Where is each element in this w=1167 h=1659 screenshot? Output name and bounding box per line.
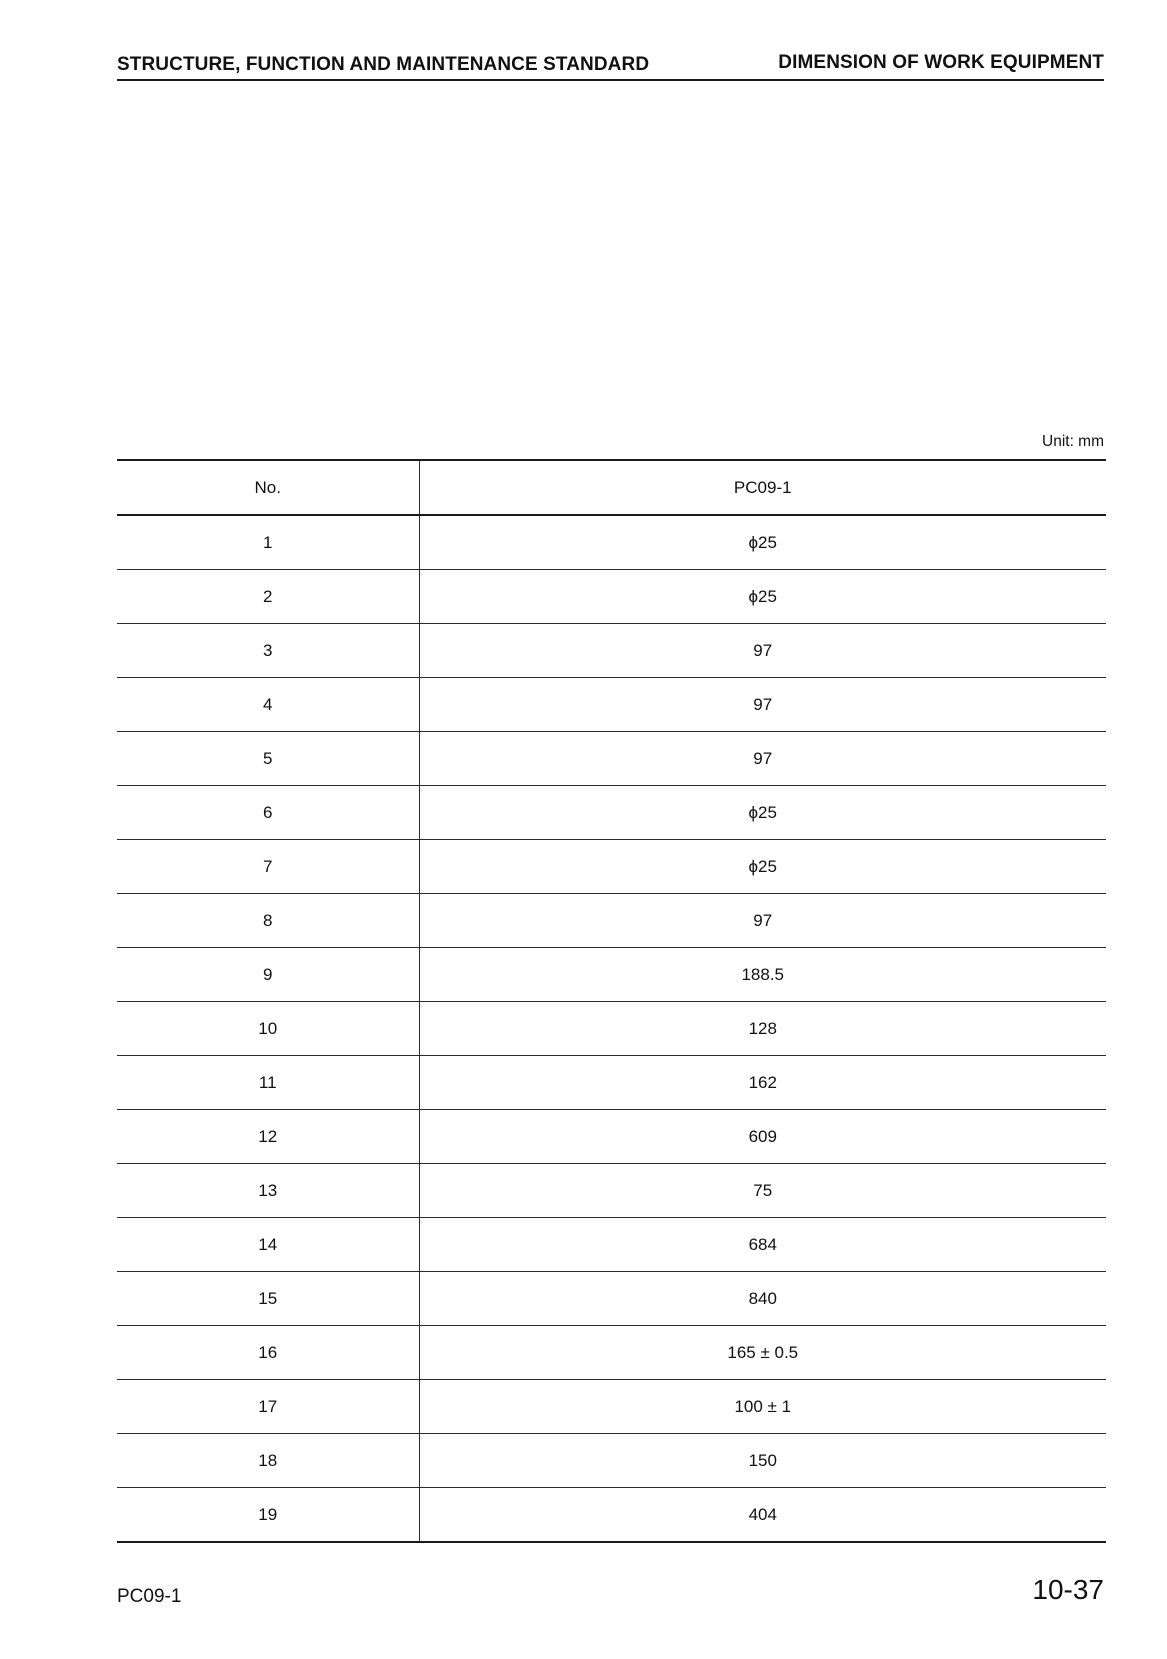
table-row	[117, 948, 1106, 1002]
table-row	[117, 1110, 1106, 1164]
column-header-no: No.	[117, 460, 419, 515]
table-row	[117, 894, 1106, 948]
row-no: 7	[117, 840, 419, 894]
table-row	[117, 678, 1106, 732]
table-row	[117, 1326, 1106, 1380]
row-no: 19	[117, 1488, 419, 1543]
row-no: 10	[117, 1002, 419, 1056]
row-no: 12	[117, 1110, 419, 1164]
row-no: 17	[117, 1380, 419, 1434]
row-no: 11	[117, 1056, 419, 1110]
table-row	[117, 1164, 1106, 1218]
chapter-title: DIMENSION OF WORK EQUIPMENT	[778, 52, 1104, 73]
row-value: 150	[419, 1434, 1106, 1488]
row-no: 3	[117, 624, 419, 678]
row-no: 4	[117, 678, 419, 732]
unit-label: Unit: mm	[1042, 433, 1104, 450]
row-no: 14	[117, 1218, 419, 1272]
column-header-model: PC09-1	[419, 460, 1106, 515]
section-title: STRUCTURE, FUNCTION AND MAINTENANCE STANDARD	[117, 54, 650, 75]
row-no: 18	[117, 1434, 419, 1488]
table-row	[117, 732, 1106, 786]
table-row	[117, 1488, 1106, 1543]
dimension-table	[117, 459, 1106, 1543]
row-value: 97	[419, 732, 1106, 786]
row-no: 5	[117, 732, 419, 786]
row-no: 15	[117, 1272, 419, 1326]
row-value: 609	[419, 1110, 1106, 1164]
row-value: 97	[419, 894, 1106, 948]
row-value: ϕ25	[419, 840, 1106, 894]
table-row	[117, 1272, 1106, 1326]
row-value: 97	[419, 678, 1106, 732]
table-row	[117, 1434, 1106, 1488]
row-no: 6	[117, 786, 419, 840]
table-row	[117, 570, 1106, 624]
row-value: 404	[748, 1504, 777, 1524]
row-value: 840	[419, 1272, 1106, 1326]
row-no: 8	[117, 894, 419, 948]
row-no: 16	[117, 1326, 419, 1380]
table-row	[117, 624, 1106, 678]
row-value: 162	[419, 1056, 1106, 1110]
page-number: 10-37	[1032, 1574, 1104, 1605]
page-header	[117, 52, 1104, 81]
row-value: 128	[419, 1002, 1106, 1056]
row-value: 75	[419, 1164, 1106, 1218]
row-value: ϕ25	[419, 515, 1106, 570]
table-row	[117, 840, 1106, 894]
table-row	[117, 1002, 1106, 1056]
table-row	[117, 786, 1106, 840]
row-value: 97	[419, 624, 1106, 678]
row-no: 2	[117, 570, 419, 624]
row-value: ϕ25	[419, 570, 1106, 624]
row-value: 188.5	[419, 948, 1106, 1002]
row-value: 684	[419, 1218, 1106, 1272]
row-no: 13	[117, 1164, 419, 1218]
table-row	[117, 1218, 1106, 1272]
row-value: 165 ± 0.5	[419, 1326, 1106, 1380]
footer-model: PC09-1	[117, 1586, 182, 1607]
row-value: 100 ± 1	[419, 1380, 1106, 1434]
table-row	[117, 1056, 1106, 1110]
table-row	[117, 515, 1106, 570]
table-header-row	[117, 460, 1106, 515]
row-no: 1	[117, 515, 419, 570]
table-row	[117, 1380, 1106, 1434]
row-value: ϕ25	[419, 786, 1106, 840]
row-no: 9	[117, 948, 419, 1002]
